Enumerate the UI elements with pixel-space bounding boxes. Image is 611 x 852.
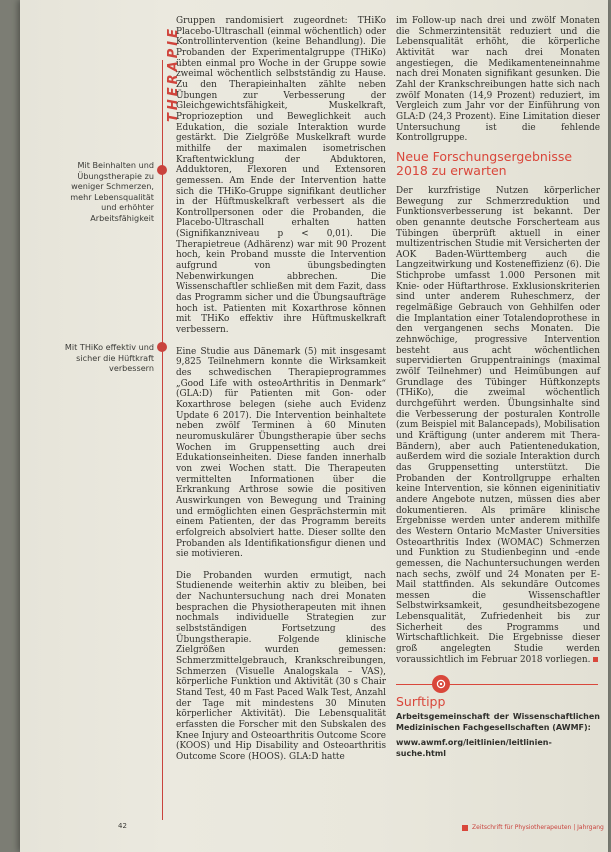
surftipp-link[interactable]: www.awmf.org/leitlinien/leitlinien-suche.html — [396, 738, 552, 758]
section-label: THERAPIE — [166, 26, 181, 122]
magazine-page — [20, 0, 608, 852]
paragraph-text: Der kurzfristige Nutzen körperlicher Bewegung zur Schmerzreduktion und Funktionsverbesserung ist bekannt. Der oben genannte deutsche Forscherteam aus Tübingen überprüft aktuell in einer multizentrischen Studie mit Versicherten der AOK Baden-Württemberg auch die Langzeitwirkung und Kosteneffizienz (6). Die Stichprobe umfasst 1.000 Personen mit Knie- oder Hüftarthrose. Exklusionskriterien sind unter anderem Ruheschmerz, der regelmäßige Gebrauch von Gehhilfen oder die Implantation einer Totalendoprothese in den vergangenen sechs Monaten. Die zehnwöchige, progressive Intervention besteht aus acht wöchentlichen supervidierten Gruppentrainings (maximal zwölf Teilnehmer) und Heimübungen auf Grundlage des Tübinger Hüftkonzepts (THiKo), die zweimal wöchentlich durchgeführt werden. Übungsinhalte sind die Verbesserung der posturalen Kontrolle (zum Beispiel mit Balancepads), Mobilisation und Kräftigung (unter anderem mit Thera-Bändern), aber auch Patientenedukation, außerdem wird die soziale Interaktion durch das Gruppensetting unterstützt. Die Probanden der Kontrollgruppe erhalten keine Intervention, sie können eigeninitiativ andere Angebote nutzen, müssen dies aber dokumentieren. Als primäre klinische Ergebnisse werden unter anderem mithilfe des Western Ontario McMaster Universities Osteoarthritis Index (WOMAC) Schmerzen und Funktion zu Studienbeginn und -ende gemessen, die Nachuntersuchungen werden nach sechs, zwölf und 24 Monaten per E-Mail stattfinden. Als sekundäre Outcomes messen die Wissenschaftler Selbstwirksamkeit, gesundheitsbezogene Lebensqualität, Zufriedenheit bis zur Sicherheit des Programms und Wirtschaftlichkeit. Die Ergebnisse dieser groß angelegten Studie werden voraussichtlich im Februar 2018 vorliegen. — [396, 185, 600, 665]
end-mark — [593, 657, 598, 662]
bullet-marker — [157, 165, 167, 175]
footer-text: Zeitschrift für Physiotherapeuten | Jahrgang — [472, 824, 604, 831]
paragraph: Eine Studie aus Dänemark (5) mit insgesamt 9,825 Teilnehmern konnte die Wirksamkeit des schwedischen Therapieprogrammes „Good Life with osteoArthritis in Denmark“ (GLA:D) für Patienten mit Gon- oder Koxarthrose belegen (siehe auch Evidenz Update 6 2017). Die Intervention beinhaltete neben zwölf Terminen à 60 Minuten neuromuskulärer Übungstherapie über sechs Wochen im Gruppensetting auch drei Edukationseinheiten. Diese fanden innerhalb von zwei Wochen statt. Die Therapeuten vermittelten Informationen über die Erkrankung Arthrose sowie die positiven Auswirkungen von Bewegung und Training und ermöglichten einen Gesprächstermin mit einem Patienten, der das Programm bereits erfolgreich absolviert hatte. Dieser sollte den Probanden als Identifikationsfigur dienen und sie motivieren. — [176, 346, 386, 560]
surftipp-text: Arbeitsgemeinschaft der Wissenschaftlichen Medizinischen Fachgesellschaften (AWMF): — [396, 712, 600, 732]
paragraph: Gruppen randomisiert zugeordnet: THiKo Placebo-Ultraschall (einmal wöchentlich) oder Kontrollintervention (keine Behandlung). Die Probanden der Experimentalgruppe (THiKo) übten einmal pro Woche in der Gruppe sowie zweimal wöchentlich selbstständig zu Hause. Zu den Therapieinhalten zählte neben Übungen zur Verbesserung der Gleichgewichtsfähigkeit, Muskelkraft, Propriozeption und Beweglichkeit auch Edukation, die soziale Interaktion wurde gestärkt. Die Zielgröße Muskelkraft wurde mithilfe der maximalen isometrischen Kraftentwicklung der Abduktoren, Adduktoren, Flexoren und Extensoren gemessen. Am Ende der Intervention hatte sich die THiKo-Gruppe signifikant deutlicher in der Hüftmuskelkraft verbessert als die Kontrollpersonen oder die Probanden, die Placebo-Ultraschall erhalten hatten (Signifikanzniveau p < 0,01). Die Therapietreue (Adhärenz) war mit 90 Prozent hoch, kein Proband musste die Intervention aufgrund von übungsbedingten Nebenwirkungen abbrechen. Die Wissenschaftler schließen mit dem Fazit, dass das Programm sicher und die Übungsaufträge hoch ist. Patienten mit Koxarthrose können mit THiKo effektiv ihre Hüftmuskelkraft verbessern. — [176, 16, 386, 336]
section-heading: Neue Forschungsergebnisse 2018 zu erwarten — [396, 148, 573, 178]
text-column-left — [176, 16, 386, 763]
divider — [396, 684, 598, 685]
margin-note-1: Mit Beinhalten und Übungstherapie zu weniger Schmerzen, mehr Lebensqualität und erhöhter Arbeitsfähigkeit — [70, 160, 154, 223]
page-number: 42 — [118, 822, 127, 830]
surftipp-title: Surftipp — [396, 694, 446, 710]
text-column-right — [396, 16, 600, 759]
paragraph — [396, 186, 600, 666]
bullet-marker — [157, 342, 167, 352]
margin-note-2: Mit THiKo effektiv und sicher die Hüftkraft verbessern — [64, 342, 154, 374]
footer-square-icon — [462, 825, 468, 831]
paragraph: Die Probanden wurden ermutigt, nach Studienende weiterhin aktiv zu bleiben, bei der Nachuntersuchung nach drei Monaten besprachen die Physiotherapeuten mit ihnen nochmals individuelle Strategien zur selbstständigen Fortsetzung des Übungstherapie. Folgende klinische Zielgrößen wurden gemessen: Schmerzmittelgebrauch, Krankschreibungen, Schmerzen (Visuelle Analogskala – VAS), körperliche Funktion und Aktivität (30 s Chair Stand Test, 40 m Fast Paced Walk Test, Anzahl der Tage mit mindestens 30 Minuten körperlicher Aktivität). Die Lebensqualität erfassten die Forscher mit den Subskalen des Knee Injury and Osteoarthritis Outcome Score (KOOS) und Hip Disability and Osteoarthritis Outcome Score (HOOS). GLA:D hatte — [176, 570, 386, 762]
footer — [462, 824, 604, 831]
paragraph: im Follow-up nach drei und zwölf Monaten die Schmerzintensität reduziert und die Lebensqualität erhöht, die körperliche Aktivität war nach drei Monaten angestiegen, die Medikamenteneinnahme nach drei Monaten signifikant gesunken. Die Zahl der Krankschreibungen hatte sich nach zwölf Monaten (14,9 Prozent) reduziert, im Vergleich zum Jahr vor der Einführung von GLA:D (24,3 Prozent). Eine Limitation dieser Untersuchung ist die fehlende Kontrollgruppe. — [396, 16, 600, 144]
